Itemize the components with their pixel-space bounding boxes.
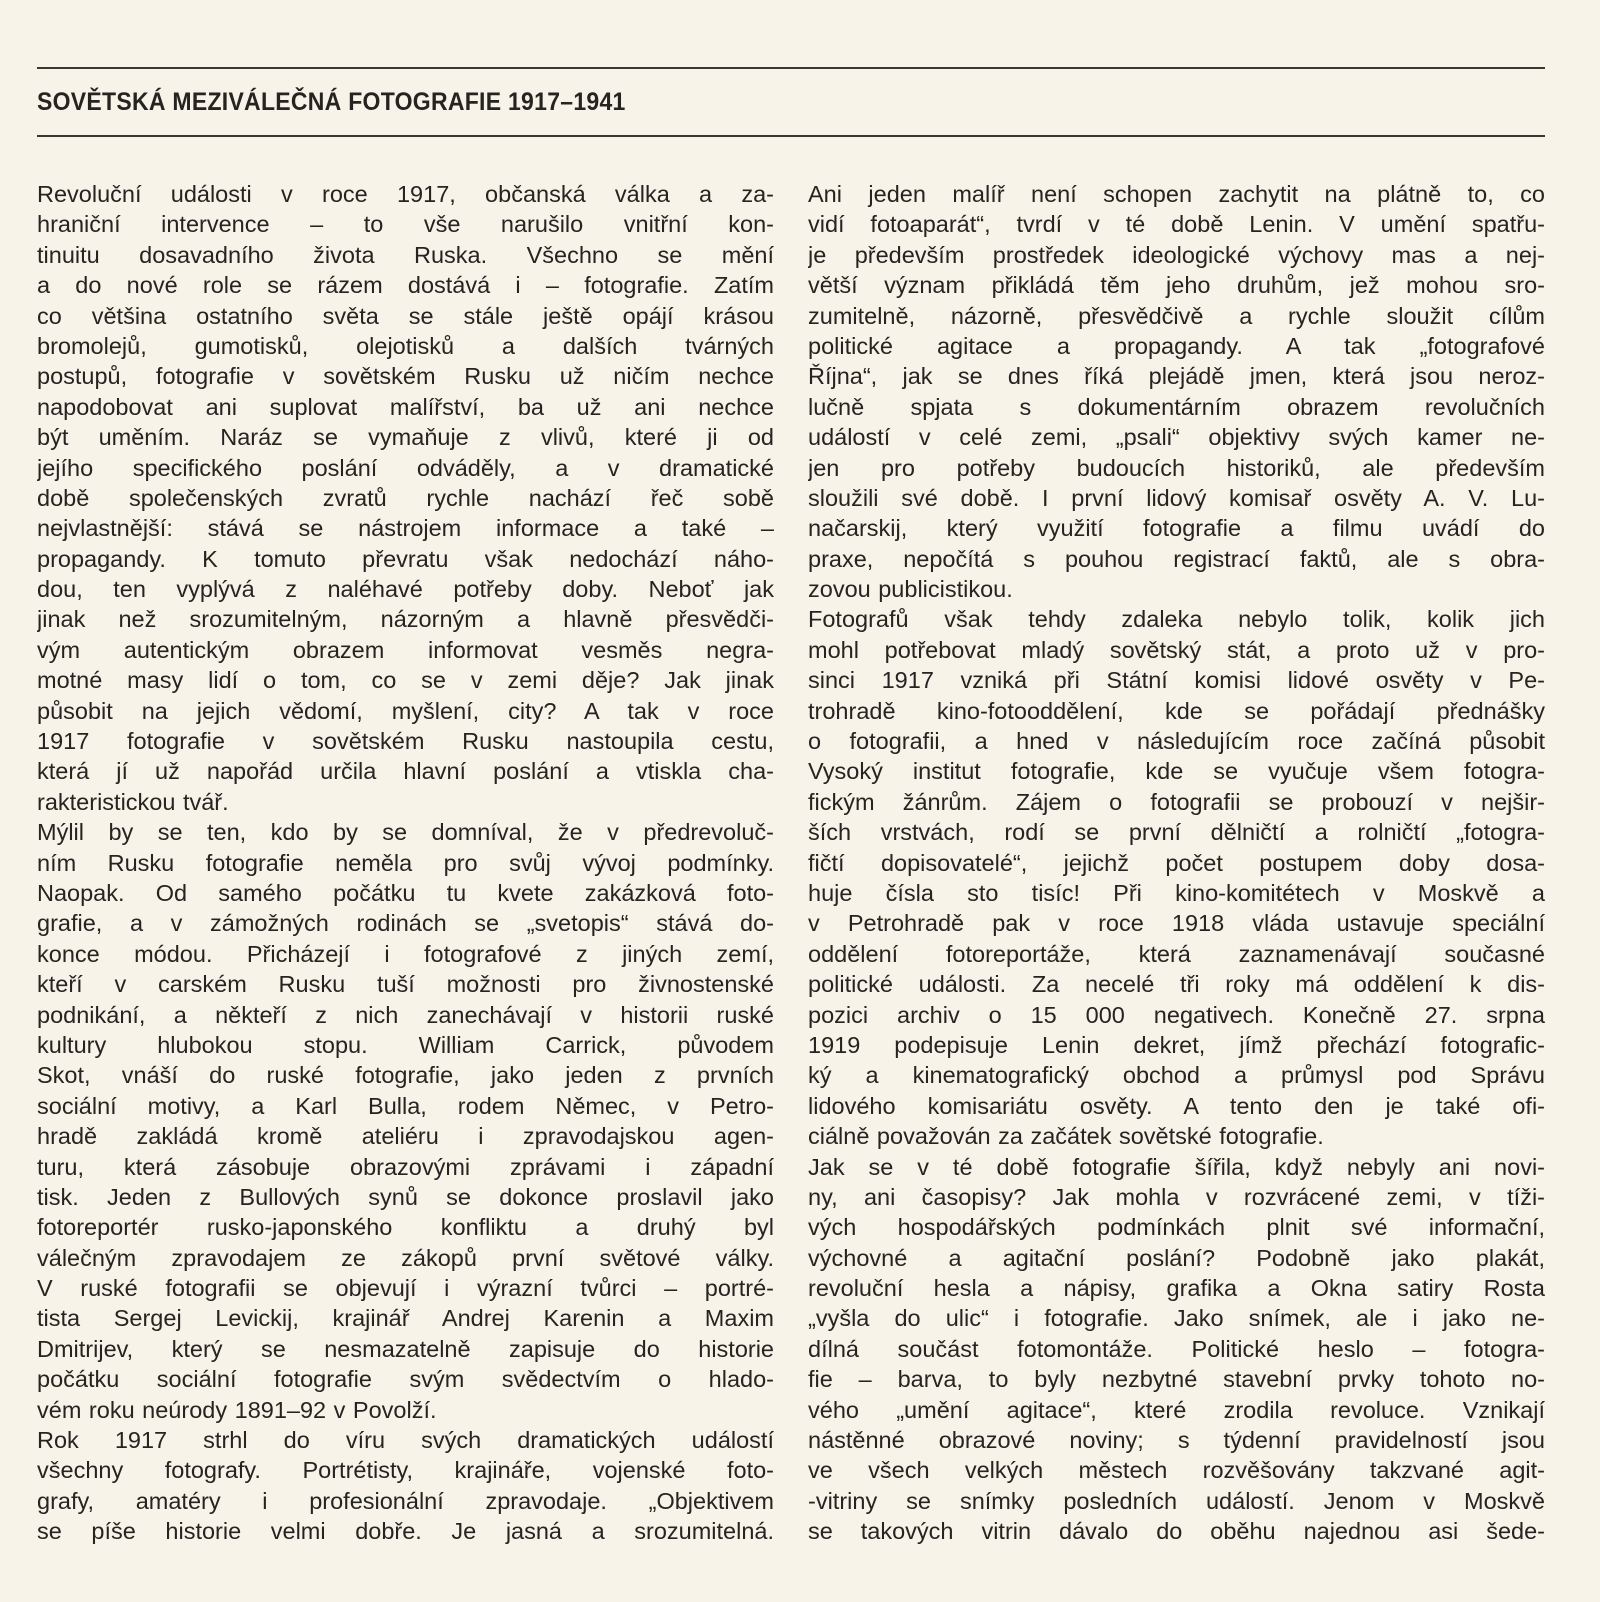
text-line: Vysoký institut fotografie, kde se vyučuje všem fotogra- — [808, 758, 1545, 785]
text-line: Naopak. Od samého počátku tu kvete zakázková foto- — [37, 879, 774, 906]
text-line: tinuitu dosavadního života Ruska. Všechno se mění — [37, 241, 774, 268]
text-line: sociální motivy, a Karl Bulla, rodem Němec, v Petro- — [37, 1092, 774, 1119]
text-line: nástěnné obrazové noviny; s týdenní pravidelností jsou — [808, 1427, 1545, 1454]
text-line: huje čísla sto tisíc! Při kino-komitétech v Moskvě a — [808, 879, 1545, 906]
text-line: působit na jejich vědomí, myšlení, city? A tak v roce — [37, 697, 774, 724]
header-bottom-rule — [37, 135, 1545, 137]
paragraph — [808, 604, 1545, 1151]
text-line: nejvlastnější: stává se nástrojem informace a také – — [37, 515, 774, 542]
text-line: propagandy. K tomuto převratu však nedochází náho- — [37, 545, 774, 572]
text-line: Ani jeden malíř není schopen zachytit na plátně to, co — [808, 181, 1545, 207]
text-line: době společenských zvratů rychle nachází řeč sobě — [37, 484, 774, 511]
text-line: dílná součást fotomontáže. Politické heslo – fotogra- — [808, 1335, 1545, 1362]
text-line: kteří v carském Rusku tuší možnosti pro živnostenské — [37, 971, 774, 998]
text-line: Fotografů však tehdy zdaleka nebylo tolik, kolik jich — [808, 606, 1545, 633]
text-line: a do nové role se rázem dostává i – fotografie. Zatím — [37, 272, 774, 299]
text-line: hraniční intervence – to vše narušilo vnitřní kon- — [37, 211, 774, 238]
text-line: postupů, fotografie v sovětském Rusku už ničím nechce — [37, 363, 774, 390]
paragraph — [37, 179, 774, 817]
text-line: která jí už napořád určila hlavní poslání a vtiskla cha- — [37, 758, 774, 785]
text-line: se takových vitrin dávalo do oběhu najednou asi šede- — [808, 1518, 1545, 1545]
text-line: podnikání, a někteří z nich zanechávají v historii ruské — [37, 1001, 774, 1028]
text-line: kultury hlubokou stopu. William Carrick, původem — [37, 1031, 774, 1058]
text-line: 1917 fotografie v sovětském Rusku nastoupila cestu, — [37, 728, 774, 755]
text-column-right — [808, 179, 1545, 1547]
text-line: dou, ten vyplývá z naléhavé potřeby doby. Neboť jak — [37, 576, 774, 603]
text-line: mohl potřebovat mladý sovětský stát, a proto už v pro- — [808, 636, 1545, 663]
text-line: politické agitace a propagandy. A tak „fotografové — [808, 332, 1545, 359]
text-line: jen pro potřeby budoucích historiků, ale především — [808, 454, 1545, 481]
page-title: SOVĚTSKÁ MEZIVÁLEČNÁ FOTOGRAFIE 1917–1941 — [37, 88, 626, 116]
paragraph — [808, 179, 1545, 604]
paragraph — [808, 1152, 1545, 1547]
text-line: Revoluční události v roce 1917, občanská válka a za- — [37, 181, 774, 207]
text-line: „vyšla do ulic“ i fotografie. Jako snímek, ale i jako ne- — [808, 1305, 1545, 1332]
text-line: Skot, vnáší do ruské fotografie, jako jeden z prvních — [37, 1062, 774, 1089]
text-line: co většina ostatního světa se stále ještě opájí krásou — [37, 302, 774, 329]
text-line: vidí fotoaparát“, tvrdí v té době Lenin. V umění spatřu- — [808, 211, 1545, 238]
text-line: se píše historie velmi dobře. Je jasná a srozumitelná. — [37, 1518, 774, 1545]
text-line: o fotografii, a hned v následujícím roce začíná působit — [808, 728, 1545, 755]
text-line: tisk. Jeden z Bullových synů se dokonce proslavil jako — [37, 1183, 774, 1210]
text-line: fičtí dopisovatelé“, jejichž počet postupem doby dosa- — [808, 849, 1545, 876]
text-line: počátku sociální fotografie svým svědectvím o hlado- — [37, 1366, 774, 1393]
text-line: Mýlil by se ten, kdo by se domníval, že v předrevoluč- — [37, 819, 774, 846]
text-line: vého „umění agitace“, které zrodila revoluce. Vznikají — [808, 1396, 1545, 1423]
text-line: fie – barva, to byly nezbytné stavební prvky tohoto no- — [808, 1366, 1545, 1393]
text-line: načarskij, který využití fotografie a filmu uvádí do — [808, 515, 1545, 542]
text-line: všechny fotografy. Portrétisty, krajináře, vojenské foto- — [37, 1457, 774, 1484]
text-line: ších vrstvách, rodí se první dělničtí a rolničtí „fotogra- — [808, 819, 1545, 846]
text-line: ciálně považován za začátek sovětské fotografie. — [808, 1123, 1324, 1150]
text-line: sinci 1917 vzniká při Státní komisi lidové osvěty v Pe- — [808, 667, 1545, 694]
text-line: lučně spjata s dokumentárním obrazem revolučních — [808, 393, 1545, 420]
text-line: Dmitrijev, který se nesmazatelně zapisuje do historie — [37, 1335, 774, 1362]
text-line: grafie, a v zámožných rodinách se „svetopis“ stává do- — [37, 910, 774, 937]
text-line: ním Rusku fotografie neměla pro svůj vývoj podmínky. — [37, 849, 774, 876]
text-line: grafy, amatéry i profesionální zpravodaje. „Objektivem — [37, 1487, 774, 1514]
text-line: zovou publicistikou. — [808, 576, 1013, 603]
text-line: ký a kinematografický obchod a průmysl pod Správu — [808, 1062, 1545, 1089]
text-line: je především prostředek ideologické výchovy mas a nej- — [808, 241, 1545, 268]
text-column-left — [37, 179, 774, 1547]
text-line: konce módou. Přicházejí i fotografové z jiných zemí, — [37, 940, 774, 967]
text-line: Října“, jak se dnes říká plejádě jmen, která jsou neroz- — [808, 363, 1545, 390]
text-line: oddělení fotoreportáže, která zaznamenávají současné — [808, 940, 1545, 967]
text-line: lidového komisariátu osvěty. A tento den je také ofi- — [808, 1092, 1545, 1119]
text-line: vých hospodářských podmínkách plnit své informační, — [808, 1214, 1545, 1241]
text-line: Jak se v té době fotografie šířila, když nebyly ani novi- — [808, 1153, 1545, 1180]
text-line: sloužili své době. I první lidový komisař osvěty A. V. Lu- — [808, 484, 1545, 511]
text-line: trohradě kino-fotooddělení, kde se pořádají přednášky — [808, 697, 1545, 724]
text-line: politické události. Za necelé tři roky má oddělení k dis- — [808, 971, 1545, 998]
text-line: zumitelně, názorně, přesvědčivě a rychle sloužit cílům — [808, 302, 1545, 329]
text-line: -vitriny se snímky posledních událostí. Jenom v Moskvě — [808, 1487, 1545, 1514]
text-line: větší význam přikládá těm jeho druhům, jež mohou sro- — [808, 272, 1545, 299]
text-line: bromolejů, gumotisků, olejotisků a dalších tvárných — [37, 332, 774, 359]
text-line: být uměním. Naráz se vymaňuje z vlivů, které ji od — [37, 424, 774, 451]
text-line: tista Sergej Levickij, krajinář Andrej Karenin a Maxim — [37, 1305, 774, 1332]
header-top-rule — [37, 67, 1545, 69]
paragraph — [37, 817, 774, 1425]
text-line: vém roku neúrody 1891–92 v Povolží. — [37, 1396, 437, 1423]
text-line: napodobovat ani suplovat malířství, ba už ani nechce — [37, 393, 774, 420]
text-line: ny, ani časopisy? Jak mohla v rozvrácené zemi, v tíži- — [808, 1183, 1545, 1210]
text-line: rakteristickou tvář. — [37, 788, 229, 815]
text-line: 1919 podepisuje Lenin dekret, jímž přechází fotografic- — [808, 1031, 1545, 1058]
text-line: praxe, nepočítá s pouhou registrací faktů, ale s obra- — [808, 545, 1545, 572]
text-line: motné masy lidí o tom, co se v zemi děje? Jak jinak — [37, 667, 774, 694]
paragraph — [37, 1425, 774, 1547]
text-line: fotoreportér rusko-japonského konfliktu a druhý byl — [37, 1214, 774, 1241]
text-line: událostí v celé zemi, „psali“ objektivy svých kamer ne- — [808, 424, 1545, 451]
text-line: turu, která zásobuje obrazovými zprávami i západní — [37, 1153, 774, 1180]
text-line: válečným zpravodajem ze zákopů první světové války. — [37, 1244, 774, 1271]
text-line: fickým žánrům. Zájem o fotografii se probouzí v nejšir- — [808, 788, 1545, 815]
text-line: pozici archiv o 15 000 negativech. Konečně 27. srpna — [808, 1001, 1545, 1028]
text-line: jejího specifického poslání odváděly, a v dramatické — [37, 454, 774, 481]
text-line: v Petrohradě pak v roce 1918 vláda ustavuje speciální — [808, 910, 1545, 937]
text-line: ve všech velkých městech rozvěšovány takzvané agit- — [808, 1457, 1545, 1484]
text-line: vým autentickým obrazem informovat vesměs negra- — [37, 636, 774, 663]
text-line: hradě zakládá kromě ateliéru i zpravodajskou agen- — [37, 1123, 774, 1150]
text-line: revoluční hesla a nápisy, grafika a Okna satiry Rosta — [808, 1275, 1545, 1302]
text-line: výchovné a agitační poslání? Podobně jako plakát, — [808, 1244, 1545, 1271]
text-line: V ruské fotografii se objevují i výrazní tvůrci – portré- — [37, 1275, 774, 1302]
text-line: jinak než srozumitelným, názorným a hlavně přesvědči- — [37, 606, 774, 633]
text-line: Rok 1917 strhl do víru svých dramatických událostí — [37, 1427, 774, 1454]
